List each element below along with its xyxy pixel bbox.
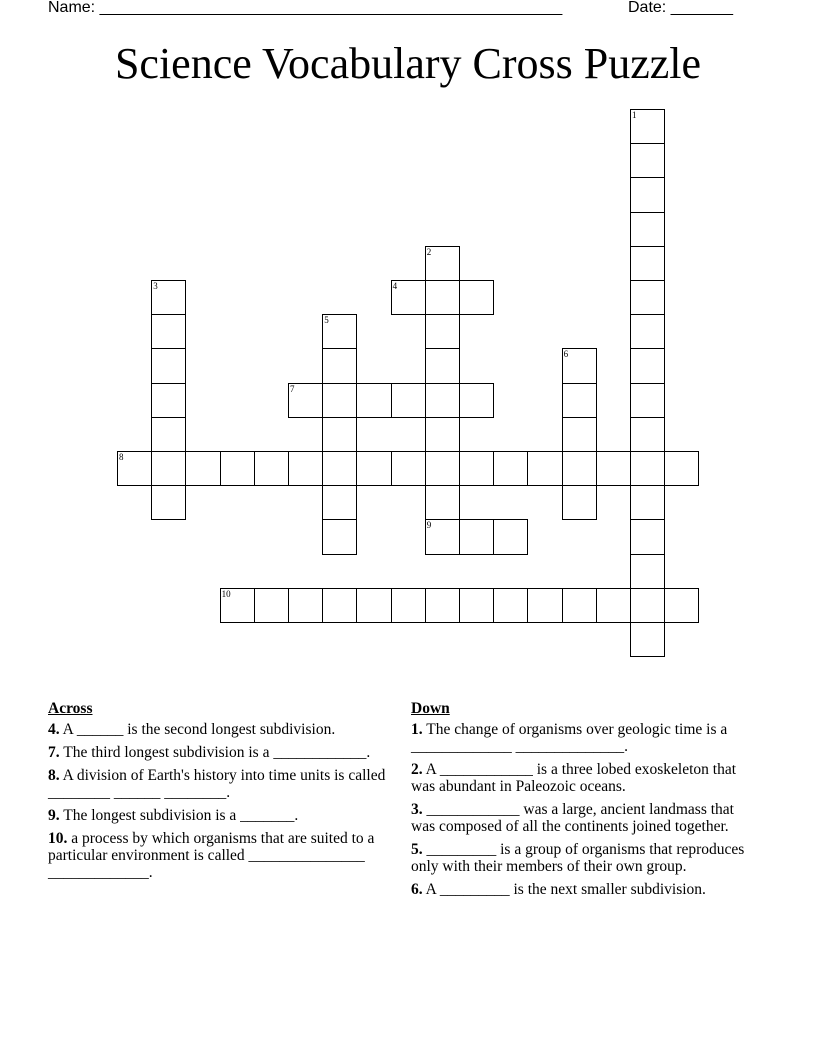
grid-cell[interactable] xyxy=(391,383,426,418)
grid-cell[interactable] xyxy=(391,280,426,315)
grid-cell[interactable] xyxy=(425,383,460,418)
grid-cell[interactable] xyxy=(562,383,597,418)
grid-cell[interactable] xyxy=(630,519,665,554)
grid-cell[interactable] xyxy=(425,246,460,281)
grid-cell[interactable] xyxy=(630,143,665,178)
grid-cell[interactable] xyxy=(630,314,665,349)
grid-cell[interactable] xyxy=(630,109,665,144)
grid-cell[interactable] xyxy=(493,588,528,623)
down-clue-2: 2. A ____________ is a three lobed exoskeleton that was abundant in Paleozoic oceans. xyxy=(411,761,737,795)
grid-cell[interactable] xyxy=(562,485,597,520)
grid-cell[interactable] xyxy=(356,588,391,623)
grid-cell[interactable] xyxy=(459,451,494,486)
grid-cell[interactable] xyxy=(425,280,460,315)
grid-cell[interactable] xyxy=(220,451,255,486)
grid-cell[interactable] xyxy=(562,588,597,623)
grid-cell[interactable] xyxy=(117,451,152,486)
grid-cell[interactable] xyxy=(288,451,323,486)
clue-number: 6 xyxy=(563,349,569,360)
grid-cell[interactable] xyxy=(151,280,186,315)
grid-cell[interactable] xyxy=(527,451,562,486)
grid-cell[interactable] xyxy=(664,588,699,623)
grid-cell[interactable] xyxy=(425,417,460,452)
down-clue-3: 3. ____________ was a large, ancient landmass that was composed of all the continents joined together. xyxy=(411,801,734,835)
clue-number: 1 xyxy=(632,110,637,120)
clue-number: 2 xyxy=(426,246,432,257)
down-clues xyxy=(411,700,761,904)
clue-number: 8 xyxy=(119,452,124,462)
page-title: Science Vocabulary Cross Puzzle xyxy=(114,39,702,88)
down-clue-1: 1. The change of organisms over geologic time is a _____________ ______________. xyxy=(411,721,728,755)
grid-cell[interactable] xyxy=(185,451,220,486)
across-clue-9: 9. The longest subdivision is a _______. xyxy=(48,807,299,824)
grid-cell[interactable] xyxy=(425,519,460,554)
grid-cell[interactable] xyxy=(288,588,323,623)
grid-cell[interactable] xyxy=(630,280,665,315)
grid-cell[interactable] xyxy=(630,485,665,520)
grid-cell[interactable] xyxy=(322,485,357,520)
across-clue-7: 7. The third longest subdivision is a ____________. xyxy=(48,744,371,761)
grid-cell[interactable] xyxy=(493,451,528,486)
grid-cell[interactable] xyxy=(425,588,460,623)
grid-cell[interactable] xyxy=(288,383,323,418)
grid-cell[interactable] xyxy=(596,451,631,486)
grid-cell[interactable] xyxy=(425,348,460,383)
grid-cell[interactable] xyxy=(630,417,665,452)
grid-cell[interactable] xyxy=(630,383,665,418)
grid-cell[interactable] xyxy=(151,348,186,383)
grid-cell[interactable] xyxy=(562,451,597,486)
across-clues xyxy=(48,700,393,887)
grid-cell[interactable] xyxy=(220,588,255,623)
grid-cell[interactable] xyxy=(322,519,357,554)
grid-cell[interactable] xyxy=(356,451,391,486)
grid-cell[interactable] xyxy=(630,212,665,247)
grid-cell[interactable] xyxy=(391,588,426,623)
grid-cell[interactable] xyxy=(151,383,186,418)
grid-cell[interactable] xyxy=(630,348,665,383)
grid-cell[interactable] xyxy=(322,451,357,486)
grid-cell[interactable] xyxy=(459,280,494,315)
clue-number: 3 xyxy=(153,281,158,291)
grid-cell[interactable] xyxy=(322,588,357,623)
grid-cell[interactable] xyxy=(322,417,357,452)
down-heading: Down xyxy=(411,700,450,717)
clue-number: 10 xyxy=(221,588,231,599)
grid-cell[interactable] xyxy=(151,451,186,486)
across-clue-4: 4. A ______ is the second longest subdivision. xyxy=(48,721,336,738)
grid-cell[interactable] xyxy=(630,588,665,623)
grid-cell[interactable] xyxy=(425,314,460,349)
grid-cell[interactable] xyxy=(493,519,528,554)
grid-cell[interactable] xyxy=(254,588,289,623)
grid-cell[interactable] xyxy=(322,348,357,383)
grid-cell[interactable] xyxy=(151,417,186,452)
grid-cell[interactable] xyxy=(254,451,289,486)
grid-cell[interactable] xyxy=(630,554,665,589)
grid-cell[interactable] xyxy=(151,314,186,349)
date-field-label: Date: _______ xyxy=(628,0,733,16)
grid-cell[interactable] xyxy=(425,451,460,486)
down-clue-5: 5. _________ is a group of organisms that reproduces only with their members of their own group. xyxy=(411,841,745,875)
grid-cell[interactable] xyxy=(596,588,631,623)
grid-cell[interactable] xyxy=(459,588,494,623)
across-clue-8: 8. A division of Earth's history into time units is called ________ ______ ________. xyxy=(48,767,386,801)
grid-cell[interactable] xyxy=(630,451,665,486)
grid-cell[interactable] xyxy=(664,451,699,486)
grid-cell[interactable] xyxy=(630,622,665,657)
grid-cell[interactable] xyxy=(562,348,597,383)
grid-cell[interactable] xyxy=(562,417,597,452)
grid-cell[interactable] xyxy=(151,485,186,520)
name-field-label: Name: ____________________________________________________ xyxy=(48,0,563,16)
clue-number: 7 xyxy=(290,383,295,394)
clue-number: 9 xyxy=(426,520,432,531)
across-heading: Across xyxy=(48,700,93,717)
grid-cell[interactable] xyxy=(459,519,494,554)
across-clue-10: 10. a process by which organisms that are suited to a particular environment is called _______________ _____________. xyxy=(48,830,375,881)
grid-cell[interactable] xyxy=(425,485,460,520)
grid-cell[interactable] xyxy=(459,383,494,418)
grid-cell[interactable] xyxy=(630,246,665,281)
grid-cell[interactable] xyxy=(630,177,665,212)
down-clue-6: 6. A _________ is the next smaller subdivision. xyxy=(411,881,706,898)
grid-cell[interactable] xyxy=(391,451,426,486)
clue-number: 5 xyxy=(324,315,329,326)
grid-cell[interactable] xyxy=(527,588,562,623)
grid-cell[interactable] xyxy=(322,383,357,418)
clue-number: 4 xyxy=(392,281,398,291)
grid-cell[interactable] xyxy=(322,314,357,349)
grid-cell[interactable] xyxy=(356,383,391,418)
